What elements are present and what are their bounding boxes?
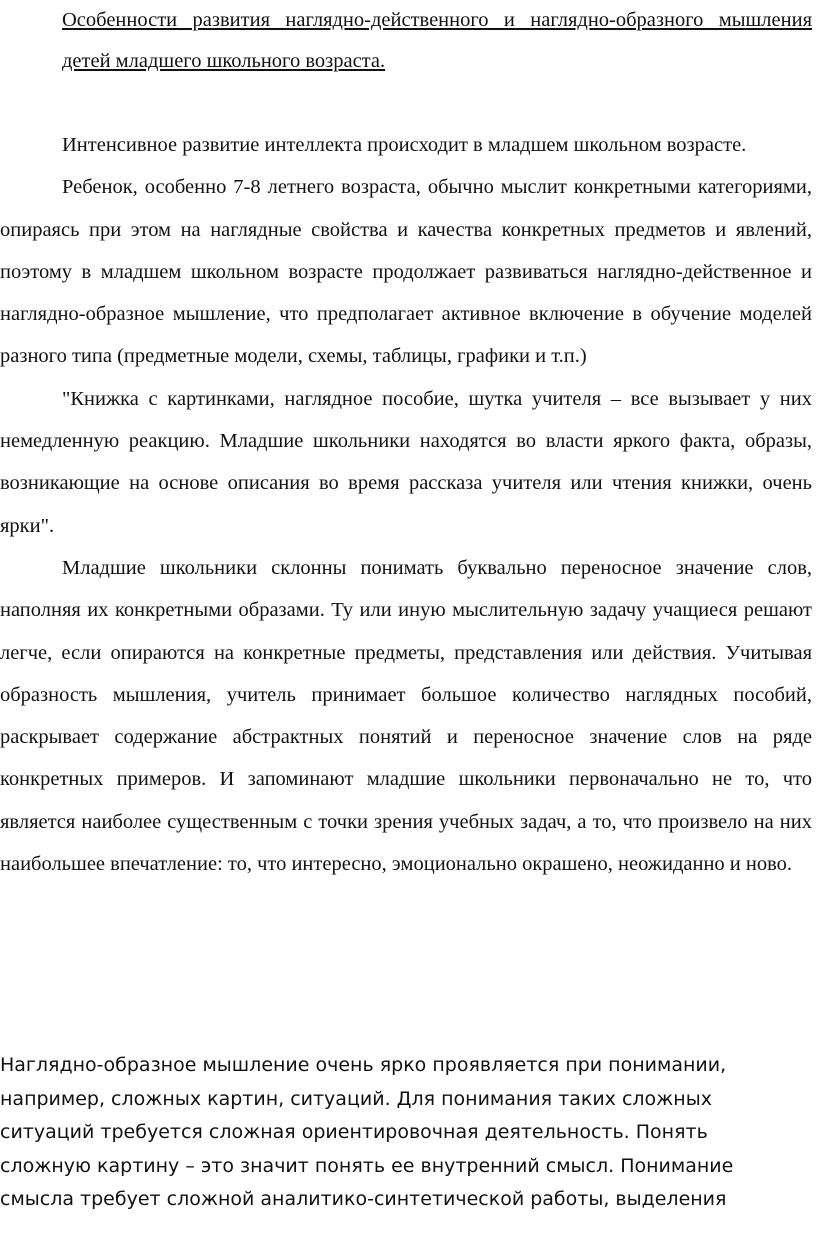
document-title: Особенности развития наглядно-действенного и наглядно-образного мышления детей младшего школьного возраста. [62, 9, 812, 72]
paragraph-4: Младшие школьники склонны понимать буквально переносное значение слов, наполняя их конкретными образами. Ту или иную мыслительную задачу учащиеся решают легче, если опираются на конкретные предметы, представления или действия. Учитывая образность мышления, учитель принимает большое количество наглядных пособий, раскрывает содержание абстрактных понятий и переносное значение слов на ряде конкретных примеров. И запоминают младшие школьники первоначально не то, что является наиболее существенным с точки зрения учебных задач, а то, что произвело на них наибольшее впечатление: то, что интересно, эмоционально окрашено, неожиданно и ново. [0, 556, 812, 876]
paragraph-2: Ребенок, особенно 7-8 летнего возраста, обычно мыслит конкретными категориями, опираясь при этом на наглядные свойства и качества конкретных предметов и явлений, поэтому в младшем школьном возрасте продолжает развиваться наглядно-действенное и наглядно-образное мышление, что предполагает активное включение в обучение моделей разного типа (предметные модели, схемы, таблицы, графики и т.п.) [0, 176, 812, 368]
document-body [0, 124, 812, 885]
document-sans-section [0, 1049, 816, 1217]
paragraph-5: Наглядно-образное мышление очень ярко проявляется при понимании, например, сложных картин, ситуаций. Для понимания таких сложных ситуаций требуется сложная ориентировочная деятельность. Понять сложную картину – это значит понять ее внутренний смысл. Понимание смысла требует сложной аналитико-синтетической работы, выделения [0, 1054, 734, 1210]
paragraph-3: "Книжка с картинками, наглядное пособие, шутка учителя – все вызывает у них немедленную реакцию. Младшие школьники находятся во власти яркого факта, образы, возникающие на основе описания во время рассказа учителя или чтения книжки, очень ярки". [0, 387, 812, 537]
paragraph-1: Интенсивное развитие интеллекта происходит в младшем школьном возрасте. [62, 134, 747, 156]
